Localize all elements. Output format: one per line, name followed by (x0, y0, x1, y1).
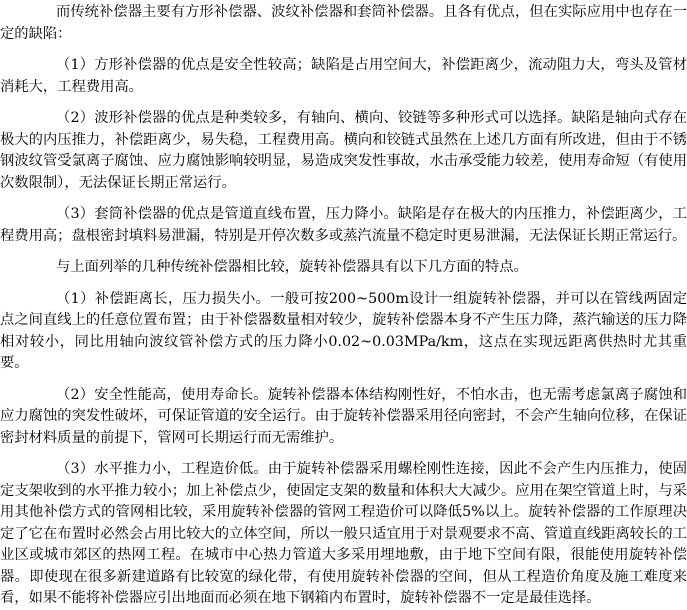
paragraph-rotary-comparison-lead: 与上面列举的几种传统补偿器相比较，旋转补偿器具有以下几方面的特点。 (56, 259, 528, 275)
paragraph-sleeve-compensator: （3）套筒补偿器的优点是管道直线布置，压力降小。缺陷是存在极大的内压推力，补偿距离少，工程费用高；盘根密封填料易泄漏，特别是开停次数多或蒸汽流量不稳定时更易泄漏，无法保证长期正常运行。 (0, 206, 687, 244)
paragraph-bellows-compensator: （2）波形补偿器的优点是种类较多，有轴向、横向、铰链等多种形式可以选择。缺陷是轴向式存在极大的内压推力，补偿距离少，易失稳，工程费用高。横向和铰链式虽然在上述几方面有所改进，但由于不锈钢波纹管受氯离子腐蚀、应力腐蚀影响较明显，易造成突发性事故，水击承受能力较差，使用寿命短（有使用次数限制），无法保证长期正常运行。 (0, 110, 687, 191)
paragraph-rotary-feature-thrust-cost: （3）水平推力小，工程造价低。由于旋转补偿器采用螺栓刚性连接，因此不会产生内压推力，使固定支架收到的水平推力较小；加上补偿点少，使固定支架的数量和体积大大减少。应用在架空管道上时，与采用其他补偿方式的管网相比较，采用旋转补偿器的管网工程造价可以降低5%以上。旋转补偿器的工作原理决定了它在布置时必然会占用比较大的立体空间，所以一般只适宜用于对景观要求不高、管道直线距离较长的工业区或城市郊区的热网工程。在城市中心热力管道大多采用埋地敷，由于地下空间有限，很能使用旋转补偿器。即使现在很多新建道路有比较宽的绿化带，有使用旋转补偿器的空间，但从工程造价角度及施工难度来看，如果不能将补偿器应引出地面而必须在地下钢箱内布置时，旋转补偿器不一定是最佳选择。 (0, 461, 687, 606)
paragraph-traditional-compensators-intro: 而传统补偿器主要有方形补偿器、波纹补偿器和套筒补偿器。且各有优点，但在实际应用中也存在一定的缺陷： (0, 4, 687, 42)
paragraph-rotary-feature-distance: （1）补偿距离长，压力损失小。一般可按200~500m设计一组旋转补偿器，并可以在管线两固定点之间直线上的任意位置布置；由于补偿器数量相对较少，旋转补偿器本身不产生压力降，蒸汽输送的压力降相对较小，同比用轴向波纹管补偿方式的压力降小0.02~0.03MPa/km，这点在实现远距离供热时尤其重要。 (0, 290, 687, 371)
paragraph-rotary-feature-safety: （2）安全性能高，使用寿命长。旋转补偿器本体结构刚性好，不怕水击，也无需考虑氯离子腐蚀和应力腐蚀的突发性破坏，可保证管道的安全运行。由于旋转补偿器采用径向密封，不会产生轴向位移，在保证密封材料质量的前提下，管网可长期运行而无需维护。 (0, 386, 687, 446)
paragraph-square-compensator: （1）方形补偿器的优点是安全性较高；缺陷是占用空间大，补偿距离少，流动阻力大，弯头及管材消耗大，工程费用高。 (0, 57, 687, 95)
